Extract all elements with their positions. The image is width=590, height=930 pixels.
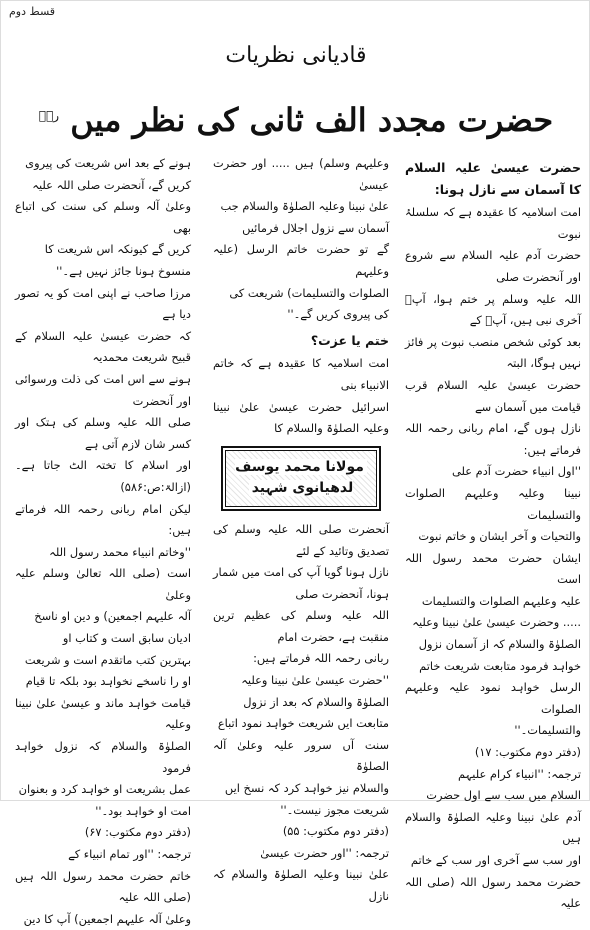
text-line: منسوخ ہونا جائز نہیں ہے۔'' <box>56 263 191 278</box>
page-title <box>1 101 590 139</box>
text-line: خواہد فرمود متابعت شریعت خاتم <box>419 658 581 673</box>
section-heading: ختم یا عزت؟ <box>310 332 389 348</box>
text-line: وعلیٰ آلہ علیہم اجمعین) آپ کا دین <box>23 911 191 926</box>
text-line: وعلیہم وسلم) ہیں ..... اور حضرت عیسیٰ <box>213 156 389 192</box>
text-line: الصلوات والتسلیمات) شریعت کی <box>229 285 389 300</box>
text-line: الرسل خواہد نمود علیہ وعلیہم الصلوات <box>405 680 581 716</box>
text-line: سنت آں سرور علیہ وعلیٰ آلہ الصلوٰۃ <box>213 737 389 774</box>
text-line: ربانی رحمہ اللہ فرماتے ہیں: <box>253 651 389 666</box>
text-line: کریں گے، آنحضرت صلی اللہ علیہ <box>32 177 191 192</box>
text-line: قیامت خواہد ماند و عیسیٰ علیٰ نبینا وعلیہ <box>15 695 191 732</box>
text-line: (دفتر دوم مکتوب: ۱۷) <box>474 745 581 760</box>
text-line: الصلوٰۃ والسلام کہ از آسمان نزول <box>418 637 581 652</box>
text-line: مرزا صاحب نے اپنی امت کو یہ تصور دیا ہے <box>15 285 191 322</box>
text-line: والسلام نیز خواہد کرد کہ نسخ ایں <box>224 781 389 796</box>
text-line: کی پیروی کریں گے۔'' <box>287 307 389 322</box>
kicker-title: قادیانی نظریات <box>225 43 367 68</box>
honorific-mark: رحؒ <box>38 108 60 123</box>
author-name: مولانا محمد یوسف لدھیانوی شہید <box>235 459 367 497</box>
text-line: الصلوٰۃ والسلام کہ بعد از نزول <box>243 694 389 709</box>
text-line: ترجمہ: ''انبیاء کرام علیہم <box>458 766 581 781</box>
text-line: حضرت آدم علیہ السلام سے شروع اور آنحضرت صلی <box>405 248 581 284</box>
text-line: ..... وحضرت عیسیٰ علیٰ نبینا وعلیہ <box>412 615 581 630</box>
text-line: آلہ علیہم اجمعین) و دین او ناسخ <box>34 609 191 624</box>
text-line: علیٰ نبینا وعلیہ الصلوٰۃ والسلام کہ نازل <box>213 867 389 903</box>
text-line: است (صلی اللہ تعالیٰ وسلم علیہ وعلیٰ <box>15 566 191 602</box>
text-line: امت اسلامیہ کا عقیدہ ہے کہ خاتم الانبیاء بنی <box>213 356 389 392</box>
text-line: اور اسلام کا تختہ الٹ جاتا ہے۔ (ازالۃ:ص:۵۸۶) <box>15 458 191 494</box>
text-line: حضرت عیسیٰ علیہ السلام قرب قیامت میں آسمان سے <box>405 377 581 414</box>
text-line: ''اول انبیاء حضرت آدم علی <box>451 464 581 479</box>
text-line: نازل ہونا گویا آپ کی امت میں شمار ہونا، آنحضرت صلی <box>213 565 389 601</box>
text-line: آنحضرت صلی اللہ علیہ وسلم کی تصدیق وتائید کے لئے <box>213 521 389 558</box>
column-left-top <box>15 153 191 283</box>
text-line: اللہ علیہ وسلم کی عظیم ترین منقبت ہے، حضرت امام <box>213 608 389 644</box>
text-line: ادیان سابق است و کتاب او <box>62 631 191 646</box>
text-line: ترجمہ: ''اور تمام انبیاء کے <box>68 847 191 861</box>
text-line: والتسلیمات۔'' <box>514 723 581 738</box>
headline-text: حضرت مجدد الف ثانی کی نظر میں <box>70 101 554 139</box>
text-line: شریعت مجوز نیست۔'' <box>280 802 389 817</box>
text-line: صلی اللہ علیہ وسلم کی ہتک اور کسر شان لازم آتی ہے <box>15 415 191 451</box>
column-middle-intro <box>213 353 389 439</box>
text-line: او را ناسخے نخواہد بود بلکہ تا قیام <box>25 674 191 689</box>
text-line: امت او خواہد بود۔'' <box>95 803 191 818</box>
text-line: ہونے کے بعد اس شریعت کی پیروی <box>25 156 191 170</box>
column-right-body <box>405 202 581 915</box>
column-left-body <box>15 283 191 930</box>
author-box-inner <box>225 450 377 507</box>
text-line: اللہ علیہ وسلم پر ختم ہوا، آپؐ آخری نبی ہیں، آپؐ کے <box>405 291 581 328</box>
text-line: خاتم حضرت محمد رسول اللہ ہیں (صلی اللہ علیہ <box>15 868 191 905</box>
issue-label: قسط دوم <box>9 5 56 18</box>
text-line: گے تو حضرت خاتم الرسل (علیہ وعلیہم <box>213 242 389 278</box>
text-line: وعلیٰ آلہ وسلم کی سنت کی اتباع بھی <box>15 199 191 235</box>
text-line: آسمان سے نزول اجلال فرمائیں <box>242 220 389 235</box>
column-left <box>15 153 191 930</box>
text-line: ''حضرت عیسیٰ علیٰ نبینا وعلیہ <box>241 673 389 688</box>
text-line: لیکن امام ربانی رحمہ اللہ فرماتے ہیں: <box>15 501 191 538</box>
text-line: بعد کوئی شخص منصب نبوت پر فائز نہیں ہوگا، البتہ <box>405 334 581 371</box>
text-line: الصلوٰۃ والسلام کہ نزول خواہد فرمود <box>15 739 191 775</box>
text-line: کریں گے کیونکہ اس شریعت کا <box>44 242 191 257</box>
column-middle <box>213 153 389 908</box>
text-line: اور سب سے آخری اور سب کے خاتم <box>410 853 581 867</box>
text-line: اسرائیل حضرت عیسیٰ علیٰ نبینا وعلیہ الصلوٰۃ والسلام کا <box>213 399 389 436</box>
text-line: (دفتر دوم مکتوب: ۶۷) <box>84 825 191 840</box>
text-line: ''وخاتم انبیاء محمد رسول اللہ <box>49 544 191 559</box>
text-line: بہترین کتب ماتقدم است و شریعت <box>24 652 191 667</box>
text-line: نازل ہوں گے، امام ربانی رحمہ اللہ فرماتے ہیں: <box>405 421 581 457</box>
text-line: (دفتر دوم مکتوب: ۵۵) <box>282 824 389 839</box>
column-middle-top <box>213 153 389 326</box>
text-line: السلام میں سب سے اول حضرت <box>426 788 581 803</box>
text-line: کہ حضرت عیسیٰ علیہ السلام کے قبیح شریعت محمدیہ <box>15 328 191 365</box>
text-line: حضرت محمد رسول اللہ (صلی اللہ علیہ <box>405 874 581 911</box>
text-line: نبینا وعلیہ وعلیہم الصلوات والتسلیمات <box>405 485 581 522</box>
text-line: ایشان حضرت محمد رسول اللہ است <box>405 550 581 587</box>
text-line: علیہ وعلیہم الصلوات والتسلیمات <box>421 593 581 608</box>
text-line: عمل بشریعت او خواہد کرد و بعنوان <box>18 782 191 797</box>
text-line: متابعت ایں شریعت خواہد نمود اتباع <box>217 716 389 731</box>
text-line: امت اسلامیہ کا عقیدہ ہے کہ سلسلۂ نبوت <box>405 205 581 241</box>
section-heading: حضرت عیسیٰ علیہ السلام کا آسمان سے نازل ہونا: <box>405 160 581 197</box>
text-line: ہونے سے اس امت کی ذلت ورسوائی اور آنحضرت <box>15 371 191 408</box>
text-line: ترجمہ: ''اور حضرت عیسیٰ <box>260 845 389 860</box>
author-box <box>221 446 381 511</box>
text-line: والتحیات و آخر ایشان و خاتم نبوت <box>418 529 581 544</box>
text-line: آدم علیٰ نبینا وعلیہ الصلوٰۃ والسلام ہیں <box>405 809 581 846</box>
text-line: علیٰ نبینا وعلیہ الصلوٰۃ والسلام جب <box>220 199 389 214</box>
column-middle-body <box>213 519 389 908</box>
